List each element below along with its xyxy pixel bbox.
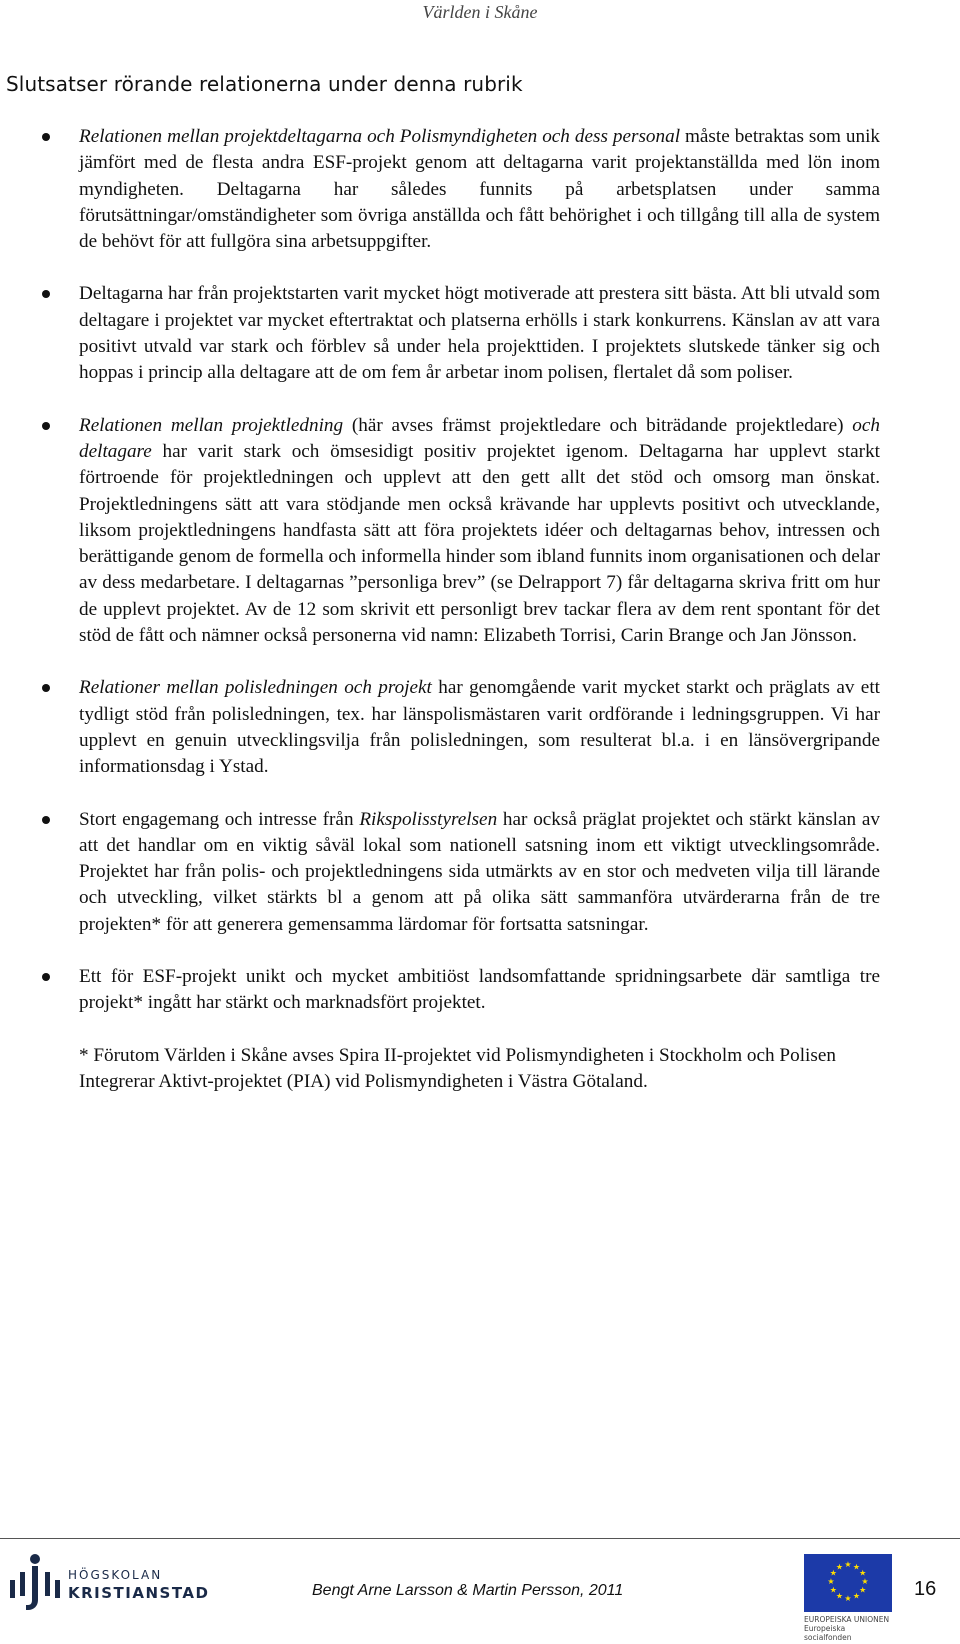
svg-text:★: ★	[852, 1562, 861, 1572]
hkr-logo	[6, 1552, 210, 1612]
bullet-text: har varit stark och ömsesidigt positiv projektet igenom. Deltagarna har upplevt starkt förtroende för projektledningen och upplevt att den gett allt det stöd och omsorg man önskat. Projektledningens sätt att vara stödjande men också krävande har upplevts positivt och utvecklande, liksom projektledningens handfasta sätt att föra projektets idéer och deltagarnas behov, intressen och berättigande genom de formella och informella hinder som ibland funnits inom organisationen och delar av dess medarbetare. I deltagarnas ”personliga brev” (se Delrapport 7) får deltagarna skriva fritt om hur de upplevt projektet. Av de 12 som skrivit ett personligt brev tackar flera av dem rent spontant för det stöd de fått och nämner också personerna vid namn: Elizabeth Torrisi, Carin Brange och Jan Jönsson.	[79, 440, 880, 647]
main-content	[0, 124, 960, 1095]
bullet-text: Deltagarna har från projektstarten varit mycket högt motiverade att prestera sitt bästa. Att bli utvald som deltagare i projektet var mycket eftertraktat och platserna erhölls i stark konkurrens. Känslan av att vara positivt utvald var stark och förblev så under hela projekttiden. I projektets slutskede tänker sig och hoppas i princip alla deltagare att de om fem år arbetar inom polisen, flertalet då som poliser.	[79, 283, 880, 384]
running-head: Världen i Skåne	[422, 2, 538, 22]
eu-flag-icon	[804, 1554, 892, 1612]
svg-text:★: ★	[829, 1585, 837, 1595]
logo-text-hogskolan: HÖGSKOLAN	[68, 1568, 163, 1582]
svg-text:★: ★	[859, 1585, 867, 1595]
svg-text:★: ★	[844, 1560, 852, 1569]
logo-text-kristianstad: KRISTIANSTAD	[68, 1584, 210, 1602]
bullet-dot-icon	[42, 684, 50, 692]
bullet-lead-italic: Relationer mellan polisledningen och projekt	[79, 677, 432, 699]
page-number: 16	[914, 1578, 937, 1600]
bullet-text: har också präglat projektet och stärkt känslan av att det handlar om en viktig såväl lokal som nationell satsning inom ett viktigt utvecklingsområde. Projektet har från polis- och projektledningens sida utmärkts av en stor och medveten vilja till lärande och utveckling, vilket stärkts bl a genom att på olika sätt sammanföra utvärderarna från de tre projekten* för att generera gemensamma lärdomar för fortsatta satsningar.	[79, 808, 880, 935]
svg-text:★: ★	[861, 1577, 869, 1586]
bullet-item	[79, 807, 880, 938]
section-heading: Slutsatser rörande relationerna under denna rubrik	[6, 72, 523, 96]
bullet-text: Ett för ESF-projekt unikt och mycket ambitiöst landsomfattande spridningsarbete där samtliga tre projekt* ingått har stärkt och marknadsfört projektet.	[79, 966, 880, 1014]
bullet-lead-italic: Relationen mellan projektdeltagarna och Polismyndigheten och dess personal	[79, 126, 681, 147]
footnote: * Förutom Världen i Skåne avses Spira II-projektet vid Polismyndigheten i Stockholm och Polisen Integrerar Aktivt-projektet (PIA) vid Polismyndigheten i Västra Götaland.	[79, 1044, 836, 1092]
svg-text:★: ★	[835, 1562, 844, 1572]
bullet-text: har genomgående varit mycket starkt och präglats av ett tydligt stöd från polisledningen, tex. har länspolismästaren varit ordförande i ledningsgruppen. Vi har upplevt en genuin utvecklingsvilja från polisledningen, som resulterat bl.a. i en länsövergripande informationsdag i Ystad.	[79, 677, 880, 778]
bullet-dot-icon	[42, 816, 50, 824]
eu-logo	[804, 1554, 892, 1642]
footer-divider	[0, 1538, 960, 1539]
footer-authors: Bengt Arne Larsson & Martin Persson, 2011	[312, 1582, 624, 1599]
hkr-emblem-icon	[6, 1552, 64, 1612]
bullet-mid-text: (här avses främst projektledare och biträdande projektledare)	[343, 414, 853, 436]
bullet-item	[79, 675, 880, 780]
bullet-dot-icon	[42, 133, 50, 141]
bullet-mid-italic: Rikspolisstyrelsen	[359, 808, 498, 830]
bullet-dot-icon	[42, 422, 50, 430]
bullet-item	[79, 413, 880, 650]
svg-text:★: ★	[827, 1577, 835, 1586]
eu-caption-union: EUROPEISKA UNIONEN	[804, 1615, 890, 1624]
bullet-lead-italic: Relationen mellan projektledning	[79, 414, 344, 436]
bullet-mid-italic: och deltagare	[79, 414, 880, 462]
svg-text:★: ★	[852, 1591, 861, 1601]
bullet-dot-icon	[42, 290, 50, 298]
bullet-item	[79, 964, 880, 1017]
svg-text:★: ★	[859, 1568, 867, 1578]
bullet-dot-icon	[42, 973, 50, 981]
bullet-item	[79, 124, 880, 255]
eu-caption-fund: Europeiska socialfonden	[804, 1624, 852, 1642]
bullet-item	[79, 281, 880, 386]
bullet-text: måste betraktas som unik jämfört med de flesta andra ESF-projekt genom att deltagarna varit projektanställda med lön inom myndigheten. Deltagarna har således funnits på arbetsplatsen under samma förutsättningar/omständigheter som övriga anställda och fått behörighet i och tillgång till alla de system de behövt för att fullgöra sina arbetsuppgifter.	[79, 126, 880, 253]
svg-text:★: ★	[835, 1591, 844, 1601]
svg-text:★: ★	[829, 1568, 837, 1578]
bullet-pre-text: Stort engagemang och intresse från	[79, 808, 360, 830]
svg-text:★: ★	[844, 1594, 852, 1603]
